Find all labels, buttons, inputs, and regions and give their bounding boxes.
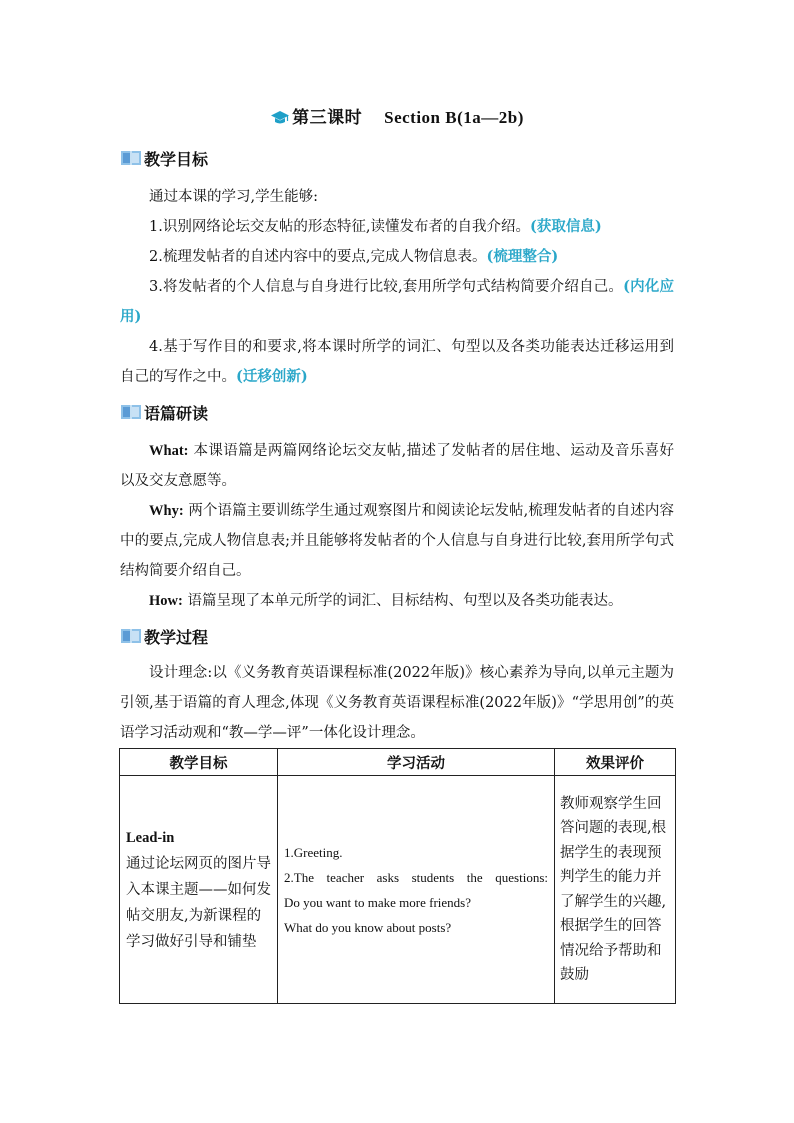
reading-section (120, 436, 674, 616)
goal-tag-1: (获取信息) (529, 218, 602, 235)
process-heading (120, 626, 208, 646)
reading-what: What: 本课语篇是两篇网络论坛交友帖,描述了发帖者的居住地、运动及音乐喜好以及交友意愿等。 (120, 443, 674, 489)
lesson-number: 第三课时 (292, 108, 363, 128)
goal-tag-3: (内化应用) (120, 278, 674, 325)
activity-line: Do you want to make more friends? (284, 894, 472, 910)
goals-section (120, 182, 674, 392)
activity-line: What do you know about posts? (284, 919, 452, 935)
row-goal-cell (120, 776, 278, 1004)
reading-how: How: 语篇呈现了本单元所学的词汇、目标结构、句型以及各类功能表达。 (149, 593, 623, 609)
lead-in-goal: 通过论坛网页的图片导入本课主题——如何发帖交朋友,为新课程的学习做好引导和铺垫 (126, 855, 271, 950)
goal-item-1: 1.识别网络论坛交友帖的形态特征,读懂发布者的自我介绍。(获取信息) (149, 218, 602, 235)
section-name: Section B(1a—2b) (384, 108, 524, 127)
goal-item-2: 2.梳理发帖者的自述内容中的要点,完成人物信息表。(梳理整合) (149, 248, 559, 265)
lesson-title (0, 103, 794, 128)
process-heading-text: 教学过程 (144, 627, 209, 647)
goals-heading-text: 教学目标 (144, 149, 209, 169)
lesson-plan-table (119, 748, 676, 1004)
design-concept: 设计理念:以《义务教育英语课程标准(2022年版)》核心素养为导向,以单元主题为引领,基于语篇的育人理念,体现《义务教育英语课程标准(2022年版)》“学思用创”的英语学习活动观和“教—学—评”一体化设计理念。 (120, 665, 674, 741)
activity-line: 2.The teacher asks students the questions: (284, 869, 548, 885)
book-icon (120, 627, 142, 645)
header-evaluation: 效果评价 (555, 749, 676, 776)
goal-tag-4: (迁移创新) (236, 368, 308, 385)
row-evaluation-cell: 教师观察学生回答问题的表现,根据学生的表现预判学生的能力并了解学生的兴趣,根据学生的回答情况给予帮助和鼓励 (555, 776, 676, 1004)
header-activity: 学习活动 (278, 749, 555, 776)
goal-item-4: 4.基于写作目的和要求,将本课时所学的词汇、句型以及各类功能表达迁移运用到自己的写作之中。(迁移创新) (120, 339, 674, 385)
table-row (120, 776, 676, 1004)
activity-line: 1.Greeting. (284, 844, 343, 860)
row-activity-cell (278, 776, 555, 1004)
book-icon (120, 403, 142, 421)
book-icon (120, 149, 142, 167)
reading-heading (120, 402, 208, 422)
goals-heading (120, 148, 208, 168)
header-goal: 教学目标 (120, 749, 278, 776)
lead-in-label: Lead-in (126, 829, 175, 846)
goal-tag-2: (梳理整合) (486, 248, 559, 265)
goal-item-3: 3.将发帖者的个人信息与自身进行比较,套用所学句式结构简要介绍自己。(内化应用) (120, 278, 674, 325)
reading-why: Why: 两个语篇主要训练学生通过观察图片和阅读论坛发帖,梳理发帖者的自述内容中的要点,完成人物信息表;并且能够将发帖者的个人信息与自身进行比较,套用所学句式结构简要介绍自己。 (120, 503, 674, 579)
goals-intro: 通过本课的学习,学生能够: (149, 189, 318, 205)
reading-heading-text: 语篇研读 (144, 403, 209, 423)
process-design (120, 658, 674, 748)
graduation-cap-icon (270, 110, 290, 126)
table-header-row (120, 749, 676, 776)
